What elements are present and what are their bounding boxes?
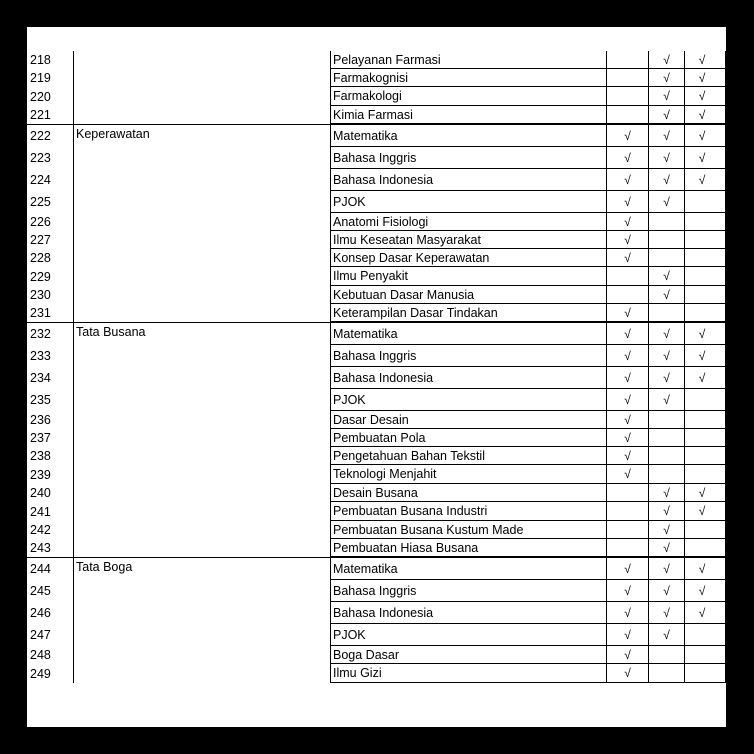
row-number: 237: [27, 429, 74, 447]
check-mark-col-1: [607, 539, 649, 557]
check-mark-col-2: √: [649, 389, 685, 411]
table-row: [27, 447, 726, 465]
check-mark-col-1: √: [607, 249, 649, 267]
program-name: [74, 69, 331, 87]
check-mark-col-1: √: [607, 558, 649, 580]
subject-name: Bahasa Indonesia: [331, 367, 607, 389]
table-row: [27, 124, 726, 147]
check-mark-col-2: [649, 213, 685, 231]
check-mark-col-1: [607, 87, 649, 106]
check-mark-col-1: √: [607, 429, 649, 447]
table-row: [27, 389, 726, 411]
program-name: [74, 484, 331, 502]
check-mark-col-3: √: [685, 484, 726, 502]
program-name: [74, 646, 331, 664]
check-mark-col-3: √: [685, 558, 726, 580]
check-mark-col-1: √: [607, 304, 649, 322]
check-mark-col-3: [685, 267, 726, 286]
check-mark-col-2: [649, 646, 685, 664]
table-row: [27, 169, 726, 191]
check-mark-col-3: √: [685, 367, 726, 389]
check-mark-col-2: [649, 231, 685, 249]
subject-name: Farmakologi: [331, 87, 607, 106]
program-name: [74, 429, 331, 447]
subject-name: PJOK: [331, 624, 607, 646]
subject-name: Kimia Farmasi: [331, 106, 607, 124]
check-mark-col-2: √: [649, 580, 685, 602]
check-mark-col-3: [685, 249, 726, 267]
program-name: [74, 169, 331, 191]
program-name: [74, 249, 331, 267]
subject-name: Keterampilan Dasar Tindakan: [331, 304, 607, 322]
document-page: [27, 27, 726, 727]
table-row: [27, 231, 726, 249]
check-mark-col-3: [685, 664, 726, 683]
table-row: [27, 521, 726, 539]
check-mark-col-2: √: [649, 106, 685, 124]
table-row: [27, 624, 726, 646]
table-row: [27, 191, 726, 213]
check-mark-col-3: √: [685, 323, 726, 345]
check-mark-col-3: √: [685, 125, 726, 147]
program-name: Tata Boga: [74, 558, 331, 580]
row-number: 222: [27, 125, 74, 147]
check-mark-col-3: √: [685, 345, 726, 367]
row-number: 248: [27, 646, 74, 664]
check-mark-col-3: [685, 447, 726, 465]
check-mark-col-2: [649, 664, 685, 683]
row-number: 235: [27, 389, 74, 411]
subject-name: Matematika: [331, 125, 607, 147]
check-mark-col-1: [607, 106, 649, 124]
check-mark-col-2: √: [649, 69, 685, 87]
subject-name: Matematika: [331, 558, 607, 580]
table-row: [27, 465, 726, 484]
check-mark-col-2: √: [649, 267, 685, 286]
check-mark-col-1: √: [607, 191, 649, 213]
check-mark-col-3: [685, 191, 726, 213]
subject-name: Pembuatan Hiasa Busana: [331, 539, 607, 557]
row-number: 230: [27, 286, 74, 304]
check-mark-col-3: √: [685, 580, 726, 602]
check-mark-col-3: [685, 429, 726, 447]
subject-name: PJOK: [331, 191, 607, 213]
subject-name: Bahasa Indonesia: [331, 169, 607, 191]
subject-name: Bahasa Inggris: [331, 345, 607, 367]
check-mark-col-2: [649, 411, 685, 429]
program-name: [74, 345, 331, 367]
row-number: 225: [27, 191, 74, 213]
row-number: 221: [27, 106, 74, 124]
check-mark-col-1: [607, 286, 649, 304]
check-mark-col-1: √: [607, 367, 649, 389]
row-number: 220: [27, 87, 74, 106]
check-mark-col-1: [607, 69, 649, 87]
subject-name: Bahasa Inggris: [331, 147, 607, 169]
check-mark-col-3: [685, 389, 726, 411]
check-mark-col-3: [685, 521, 726, 539]
check-mark-col-1: [607, 51, 649, 69]
subject-name: Boga Dasar: [331, 646, 607, 664]
program-name: [74, 87, 331, 106]
row-number: 238: [27, 447, 74, 465]
subject-name: Teknologi Menjahit: [331, 465, 607, 484]
subject-name: Anatomi Fisiologi: [331, 213, 607, 231]
check-mark-col-1: √: [607, 147, 649, 169]
check-mark-col-3: [685, 411, 726, 429]
check-mark-col-1: [607, 521, 649, 539]
check-mark-col-1: √: [607, 213, 649, 231]
table-row: [27, 147, 726, 169]
check-mark-col-1: √: [607, 345, 649, 367]
table-row: [27, 69, 726, 87]
program-name: [74, 465, 331, 484]
row-number: 246: [27, 602, 74, 624]
check-mark-col-1: [607, 267, 649, 286]
subject-name: Pelayanan Farmasi: [331, 51, 607, 69]
check-mark-col-3: [685, 539, 726, 557]
check-mark-col-3: [685, 213, 726, 231]
check-mark-col-1: √: [607, 664, 649, 683]
subject-name: Ilmu Penyakit: [331, 267, 607, 286]
row-number: 219: [27, 69, 74, 87]
check-mark-col-2: [649, 249, 685, 267]
check-mark-col-1: √: [607, 389, 649, 411]
program-name: [74, 367, 331, 389]
row-number: 243: [27, 539, 74, 557]
program-name: [74, 447, 331, 465]
subject-name: Desain Busana: [331, 484, 607, 502]
program-name: [74, 267, 331, 286]
check-mark-col-1: √: [607, 624, 649, 646]
check-mark-col-2: √: [649, 558, 685, 580]
row-number: 224: [27, 169, 74, 191]
check-mark-col-2: √: [649, 169, 685, 191]
program-name: [74, 624, 331, 646]
row-number: 218: [27, 51, 74, 69]
check-mark-col-1: √: [607, 580, 649, 602]
check-mark-col-2: √: [649, 87, 685, 106]
check-mark-col-2: √: [649, 191, 685, 213]
table-row: [27, 484, 726, 502]
table-row: [27, 429, 726, 447]
subject-name: Bahasa Indonesia: [331, 602, 607, 624]
check-mark-col-1: √: [607, 646, 649, 664]
table-row: [27, 345, 726, 367]
program-name: [74, 231, 331, 249]
program-name: [74, 389, 331, 411]
table-row: [27, 87, 726, 106]
table-row: [27, 286, 726, 304]
table-row: [27, 411, 726, 429]
check-mark-col-2: √: [649, 147, 685, 169]
table-row: [27, 106, 726, 124]
row-number: 226: [27, 213, 74, 231]
subject-name: Pembuatan Busana Kustum Made: [331, 521, 607, 539]
row-number: 233: [27, 345, 74, 367]
table-row: [27, 367, 726, 389]
row-number: 244: [27, 558, 74, 580]
table-row: [27, 213, 726, 231]
row-number: 239: [27, 465, 74, 484]
program-name: [74, 51, 331, 69]
check-mark-col-1: √: [607, 465, 649, 484]
check-mark-col-1: √: [607, 447, 649, 465]
check-mark-col-3: √: [685, 502, 726, 521]
check-mark-col-2: √: [649, 484, 685, 502]
program-name: [74, 213, 331, 231]
check-mark-col-3: √: [685, 602, 726, 624]
table-row: [27, 304, 726, 322]
table-row: [27, 646, 726, 664]
subject-name: Dasar Desain: [331, 411, 607, 429]
subject-name: Konsep Dasar Keperawatan: [331, 249, 607, 267]
program-name: [74, 664, 331, 683]
check-mark-col-2: √: [649, 125, 685, 147]
check-mark-col-3: √: [685, 51, 726, 69]
check-mark-col-2: √: [649, 602, 685, 624]
subject-name: Matematika: [331, 323, 607, 345]
row-number: 232: [27, 323, 74, 345]
check-mark-col-1: √: [607, 125, 649, 147]
table-row: [27, 51, 726, 69]
subject-table: [27, 51, 726, 683]
check-mark-col-1: √: [607, 411, 649, 429]
program-name: [74, 411, 331, 429]
program-name: [74, 304, 331, 322]
check-mark-col-2: √: [649, 286, 685, 304]
table-row: [27, 580, 726, 602]
check-mark-col-2: √: [649, 521, 685, 539]
row-number: 242: [27, 521, 74, 539]
table-row: [27, 602, 726, 624]
subject-name: Pengetahuan Bahan Tekstil: [331, 447, 607, 465]
subject-name: Pembuatan Pola: [331, 429, 607, 447]
subject-name: Pembuatan Busana Industri: [331, 502, 607, 521]
program-name: [74, 539, 331, 557]
check-mark-col-3: [685, 231, 726, 249]
check-mark-col-3: [685, 465, 726, 484]
row-number: 245: [27, 580, 74, 602]
check-mark-col-2: [649, 429, 685, 447]
subject-name: Kebutuan Dasar Manusia: [331, 286, 607, 304]
program-name: Tata Busana: [74, 323, 331, 345]
check-mark-col-3: √: [685, 87, 726, 106]
check-mark-col-2: √: [649, 367, 685, 389]
check-mark-col-1: [607, 484, 649, 502]
row-number: 223: [27, 147, 74, 169]
program-name: Keperawatan: [74, 125, 331, 147]
subject-name: Farmakognisi: [331, 69, 607, 87]
subject-name: Ilmu Gizi: [331, 664, 607, 683]
check-mark-col-2: √: [649, 345, 685, 367]
check-mark-col-2: √: [649, 539, 685, 557]
row-number: 227: [27, 231, 74, 249]
table-row: [27, 267, 726, 286]
subject-name: Ilmu Keseatan Masyarakat: [331, 231, 607, 249]
check-mark-col-2: √: [649, 51, 685, 69]
check-mark-col-3: √: [685, 69, 726, 87]
check-mark-col-3: [685, 304, 726, 322]
program-name: [74, 502, 331, 521]
subject-name: Bahasa Inggris: [331, 580, 607, 602]
check-mark-col-3: √: [685, 169, 726, 191]
program-name: [74, 106, 331, 124]
check-mark-col-2: √: [649, 624, 685, 646]
table-row: [27, 502, 726, 521]
check-mark-col-2: [649, 304, 685, 322]
table-row: [27, 539, 726, 557]
check-mark-col-1: √: [607, 169, 649, 191]
check-mark-col-1: √: [607, 602, 649, 624]
row-number: 240: [27, 484, 74, 502]
subject-name: PJOK: [331, 389, 607, 411]
row-number: 236: [27, 411, 74, 429]
check-mark-col-2: √: [649, 323, 685, 345]
check-mark-col-3: [685, 646, 726, 664]
program-name: [74, 602, 331, 624]
check-mark-col-3: [685, 286, 726, 304]
table-row: [27, 557, 726, 580]
check-mark-col-2: [649, 447, 685, 465]
check-mark-col-1: [607, 502, 649, 521]
check-mark-col-1: √: [607, 323, 649, 345]
check-mark-col-3: √: [685, 147, 726, 169]
program-name: [74, 521, 331, 539]
table-row: [27, 249, 726, 267]
row-number: 229: [27, 267, 74, 286]
table-row: [27, 322, 726, 345]
check-mark-col-3: √: [685, 106, 726, 124]
row-number: 231: [27, 304, 74, 322]
program-name: [74, 191, 331, 213]
row-number: 249: [27, 664, 74, 683]
program-name: [74, 286, 331, 304]
check-mark-col-2: √: [649, 502, 685, 521]
row-number: 234: [27, 367, 74, 389]
check-mark-col-3: [685, 624, 726, 646]
program-name: [74, 580, 331, 602]
table-row: [27, 664, 726, 683]
check-mark-col-2: [649, 465, 685, 484]
row-number: 241: [27, 502, 74, 521]
row-number: 228: [27, 249, 74, 267]
check-mark-col-1: √: [607, 231, 649, 249]
row-number: 247: [27, 624, 74, 646]
program-name: [74, 147, 331, 169]
